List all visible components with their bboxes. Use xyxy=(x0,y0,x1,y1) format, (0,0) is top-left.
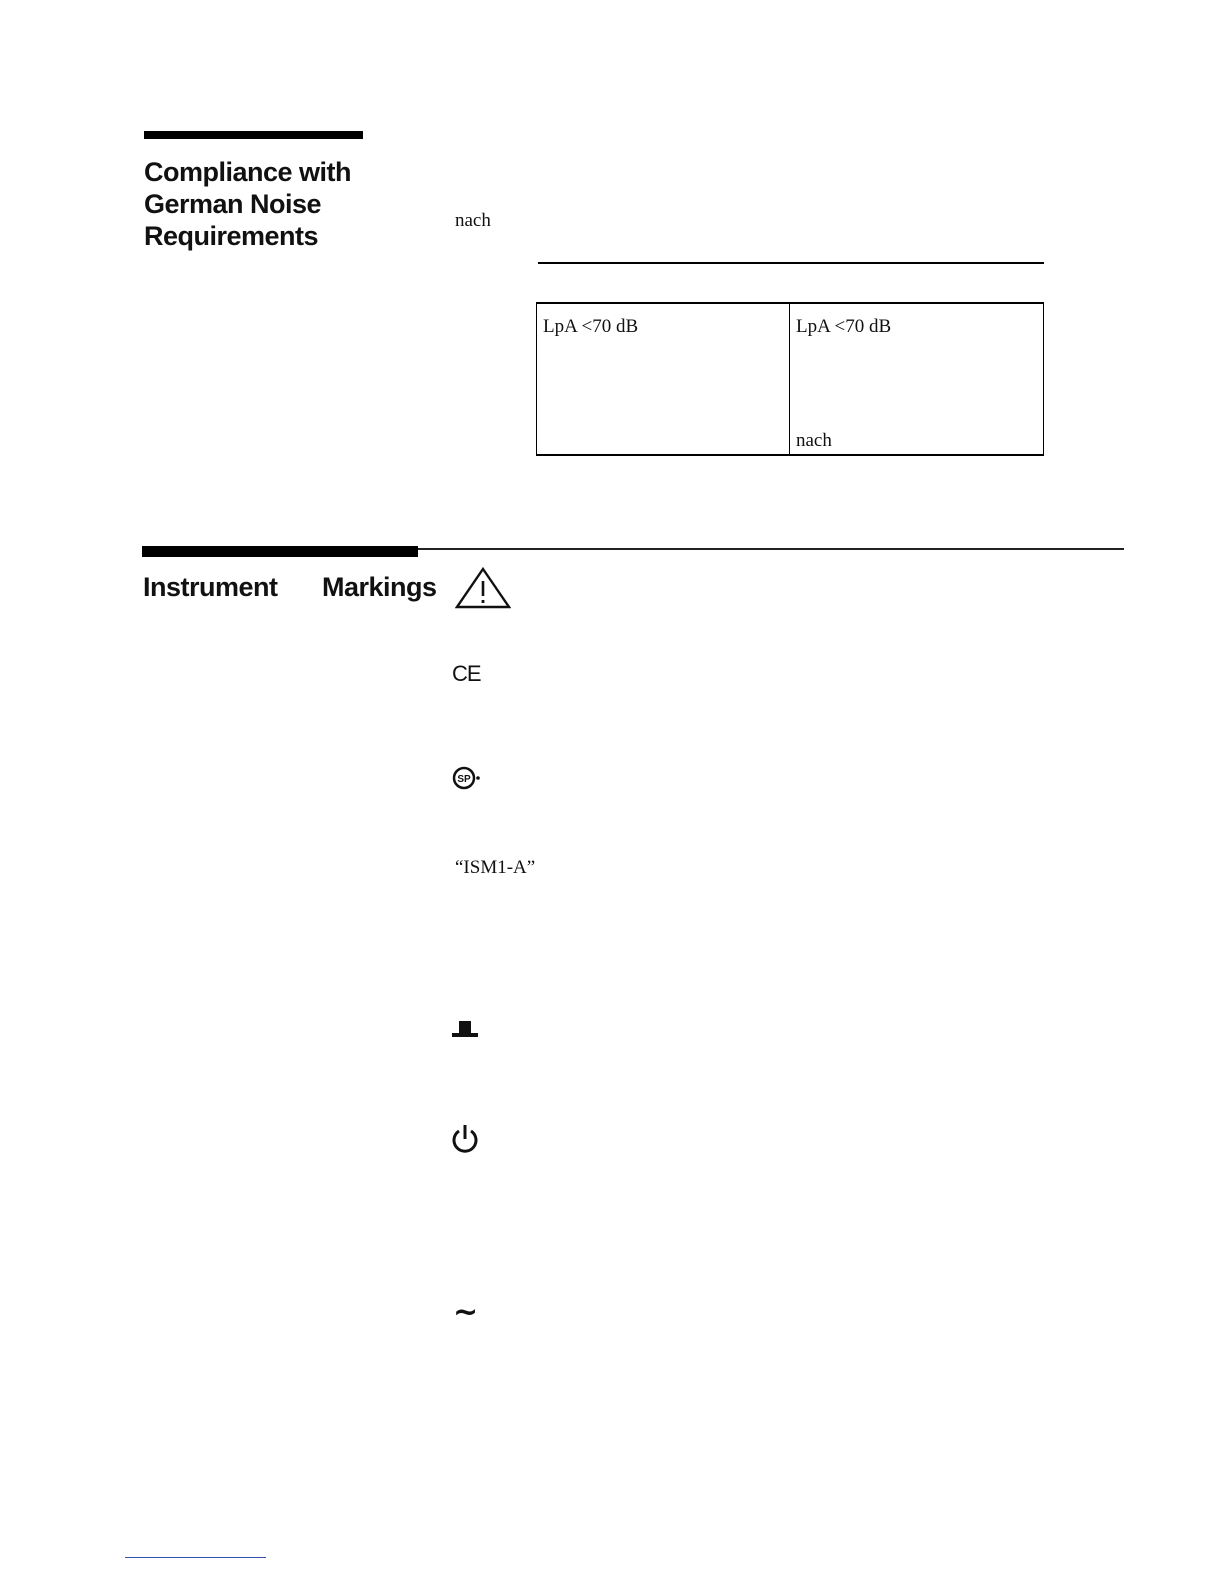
ground-terminal-icon xyxy=(450,1018,480,1040)
compliance-heading-line-2: German Noise xyxy=(144,189,322,219)
footer-rule xyxy=(125,1557,266,1558)
compliance-heading-line-1: Compliance with xyxy=(144,157,352,187)
ism-label: “ISM1-A” xyxy=(455,857,536,878)
ce-mark-icon xyxy=(452,662,481,686)
table-right-footer: nach xyxy=(796,430,832,451)
csa-mark-glyph: SP xyxy=(457,774,471,785)
warning-triangle-icon xyxy=(455,566,511,610)
csa-mark-icon xyxy=(452,765,482,791)
compliance-heading-line-3: Requirements xyxy=(144,221,319,251)
table-cell-left xyxy=(537,304,790,454)
table-cell-right xyxy=(790,304,1043,454)
table-left-value: LpA <70 dB xyxy=(543,316,639,337)
table-caption-rule xyxy=(538,262,1044,264)
section-rule-compliance xyxy=(144,131,363,139)
compliance-intro-word: nach xyxy=(455,210,491,231)
section-rule-markings-thick xyxy=(142,546,418,557)
ac-line-icon xyxy=(453,1295,479,1330)
markings-heading-part2: Markings xyxy=(322,572,437,602)
compliance-heading xyxy=(144,156,404,252)
standby-power-icon xyxy=(450,1122,480,1154)
markings-heading-part1: Instrument xyxy=(143,572,278,602)
noise-level-table xyxy=(536,302,1044,456)
ce-mark-glyph: CE xyxy=(452,661,481,686)
ac-line-glyph: ~ xyxy=(453,1295,479,1330)
table-right-value: LpA <70 dB xyxy=(796,316,892,337)
section-rule-markings-thin xyxy=(418,548,1124,550)
